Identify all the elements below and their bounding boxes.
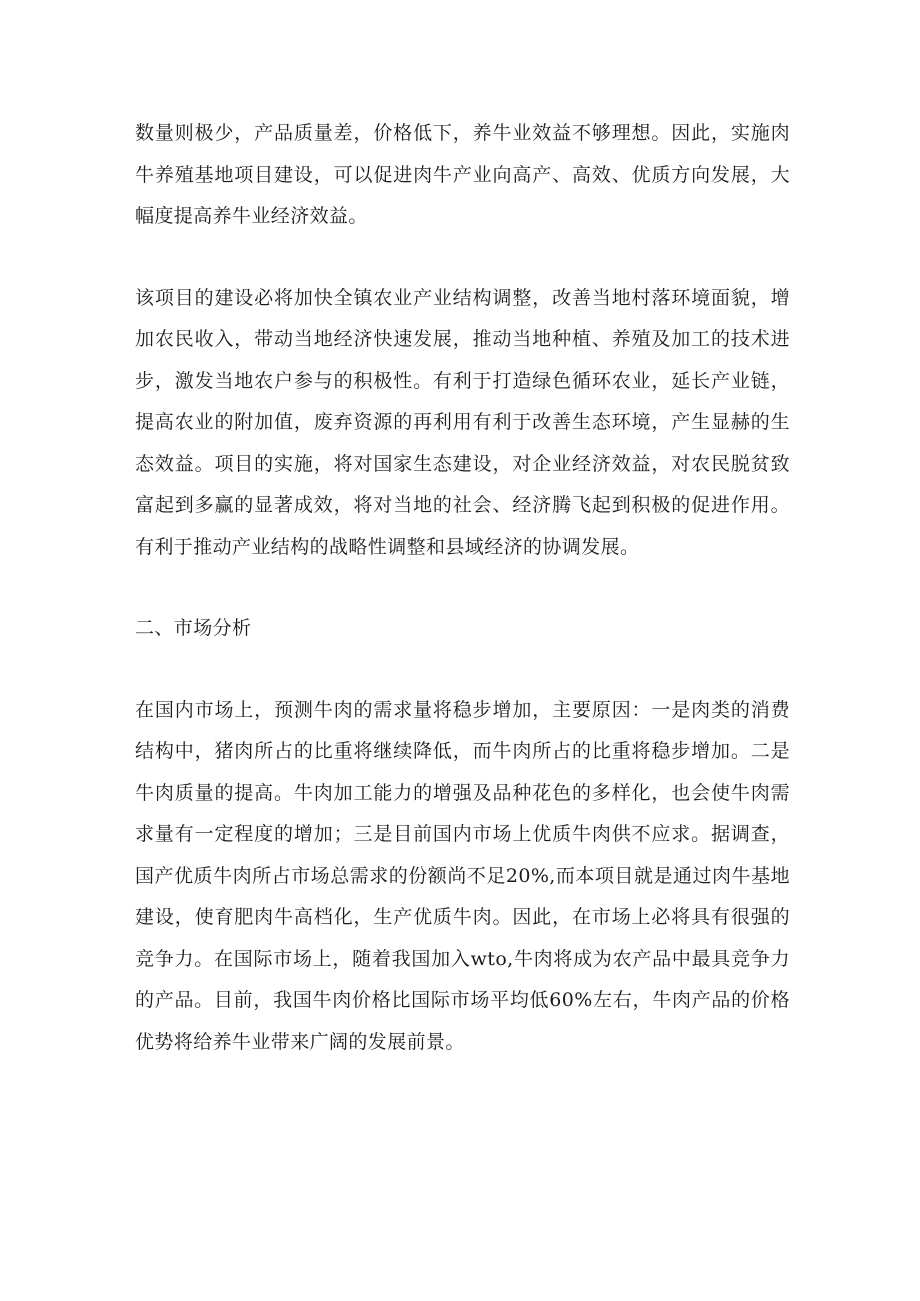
document-body [135,113,790,1063]
section-heading-market-analysis: 二、市场分析 [135,617,252,639]
paragraph-spacer [135,568,790,608]
paragraph-spacer [135,238,790,278]
paragraph-impact: 该项目的建设必将加快全镇农业产业结构调整，改善当地村落环境面貌，增加农民收入，带动当地经济快速发展，推动当地种植、养殖及加工的技术进步，激发当地农户参与的积极性。有利于打造绿色循环农业，延长产业链，提高农业的附加值，废弃资源的再利用有利于改善生态环境，产生显赫的生态效益。项目的实施，将对国家生态建设，对企业经济效益，对农民脱贫致富起到多赢的显著成效，将对当地的社会、经济腾飞起到积极的促进作用。有利于推动产业结构的战略性调整和县域经济的协调发展。 [135,286,790,558]
paragraph-benefit: 数量则极少，产品质量差，价格低下，养牛业效益不够理想。因此，实施肉牛养殖基地项目建设，可以促进肉牛产业向高产、高效、优质方向发展，大幅度提高养牛业经济效益。 [135,122,790,227]
paragraph-spacer [135,650,790,690]
paragraph-market: 在国内市场上，预测牛肉的需求量将稳步增加，主要原因：一是肉类的消费结构中，猪肉所占的比重将继续降低，而牛肉所占的比重将稳步增加。二是牛肉质量的提高。牛肉加工能力的增强及品种花色的多样化，也会使牛肉需求量有一定程度的增加；三是目前国内市场上优质牛肉供不应求。据调查，国产优质牛肉所占市场总需求的份额尚不足20%,而本项目就是通过肉牛基地建设，使育肥肉牛高档化，生产优质牛肉。因此，在市场上必将具有很强的竞争力。在国际市场上，随着我国加入wto,牛肉将成为农产品中最具竞争力的产品。目前，我国牛肉价格比国际市场平均低60%左右，牛肉产品的价格优势将给养牛业带来广阔的发展前景。 [135,698,790,1053]
